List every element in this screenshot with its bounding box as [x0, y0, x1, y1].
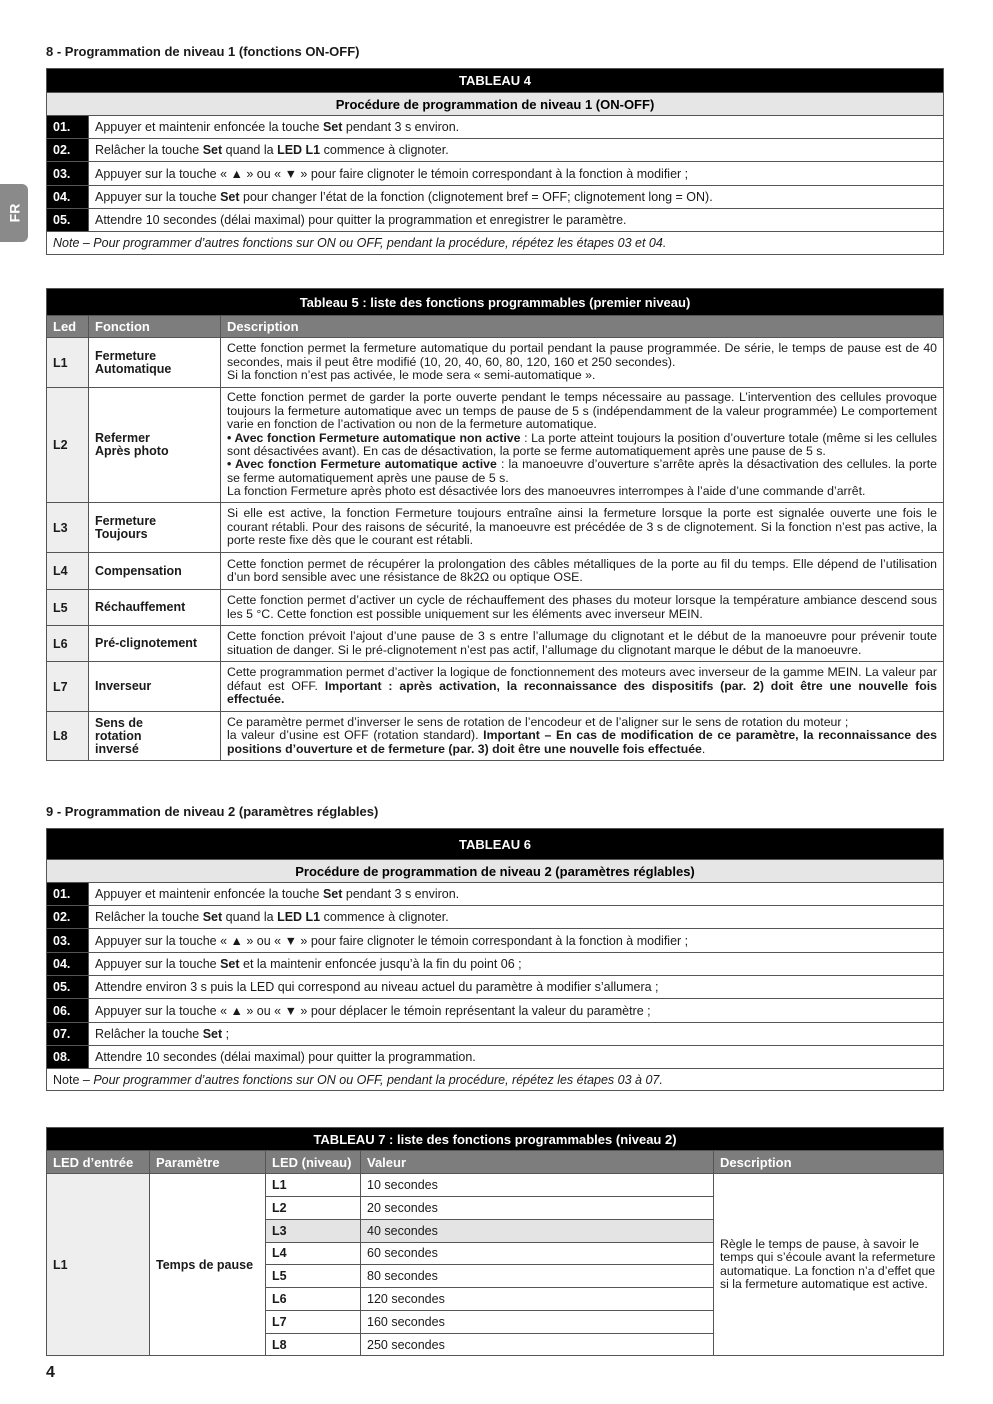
- text-run: Cette programmation permet d’activer la logique de fonctionnement des moteurs avec inverseur de la gamme MEIN. La valeur par défaut est OFF.: [227, 665, 937, 693]
- step-number: 03.: [47, 929, 89, 953]
- text-run: Attendre 10 secondes (délai maximal) pour quitter la programmation.: [95, 1050, 476, 1064]
- level-led: L4: [266, 1242, 361, 1265]
- procedure-step: [47, 209, 944, 232]
- function-description: [221, 590, 944, 626]
- table-6-title: TABLEAU 6: [47, 829, 944, 860]
- description-paragraph: [227, 666, 937, 706]
- note-prefix: Note –: [53, 1072, 94, 1087]
- text-run: Si elle est active, la fonction Fermeture toujours entraîne ainsi la fermeture lorsque la porte est signalée ouverte une fois le courant rétabli. Pour des raisons de sécurité, la manoeuvre est précédée de 3 s de clignotement. Si la fonction n’est pas active, la porte reste fixe dès que le courant est rétabli.: [227, 506, 937, 548]
- table-7-title: TABLEAU 7 : liste des fonctions programmables (niveau 2): [47, 1128, 944, 1151]
- description-paragraph: [227, 558, 937, 585]
- bold-text: Set: [202, 1027, 223, 1041]
- function-row-l5: [47, 590, 944, 626]
- function-description: [221, 553, 944, 590]
- procedure-note-row: [47, 1069, 944, 1091]
- function-description: [221, 662, 944, 712]
- table-4-subtitle: Procédure de programmation de niveau 1 (ON-OFF): [47, 93, 944, 116]
- bold-text: • Avec fonction Fermeture automatique active: [227, 457, 497, 472]
- function-row-l3: [47, 503, 944, 553]
- table-7-header-led-entree: LED d’entrée: [47, 1151, 150, 1174]
- procedure-step: [47, 1023, 944, 1046]
- bold-text: Set: [322, 120, 343, 134]
- table-7-header-valeur: Valeur: [361, 1151, 714, 1174]
- section-8-title: 8 - Programmation de niveau 1 (fonctions ON-OFF): [46, 44, 360, 59]
- function-name: Refermer Après photo: [89, 388, 221, 503]
- table-5-header-description: Description: [221, 316, 944, 338]
- procedure-note-row: [47, 232, 944, 255]
- level-value: 10 secondes: [361, 1174, 714, 1197]
- step-number: 07.: [47, 1023, 89, 1046]
- table-5-title: Tableau 5 : liste des fonctions programmables (premier niveau): [47, 289, 944, 316]
- text-run: la valeur d’usine est OFF (rotation standard).: [227, 728, 484, 743]
- step-text: [89, 976, 944, 999]
- function-row-l4: [47, 553, 944, 590]
- table-4: [46, 68, 944, 255]
- description-paragraph: [227, 729, 937, 756]
- step-number: 08.: [47, 1046, 89, 1069]
- text-run: Appuyer sur la touche: [95, 957, 221, 971]
- step-number: 04.: [47, 186, 89, 209]
- step-text: [89, 999, 944, 1023]
- step-text: [89, 929, 944, 953]
- table-7: [46, 1127, 944, 1356]
- step-text: [89, 1046, 944, 1069]
- text-run: quand la: [222, 910, 278, 924]
- text-run: Cette fonction permet la fermeture automatique du portail pendant la pause programmée. De série, le temps de pause est de 40 secondes, mais il peut être modifié (10, 20, 40, 60, 80, 120, 160 et 250 secondes).: [227, 341, 937, 369]
- function-name: Pré-clignotement: [89, 626, 221, 662]
- language-tab-label: FR: [5, 203, 22, 223]
- note-text: Note – Pour programmer d’autres fonctions sur ON ou OFF, pendant la procédure, répétez les étapes 03 et 04.: [53, 236, 667, 250]
- text-run: pour changer l’état de la fonction (clignotement bref = OFF; clignotement long = ON).: [239, 190, 713, 204]
- function-name: Fermeture Toujours: [89, 503, 221, 553]
- text-run: Appuyer sur la touche « ▲ » ou « ▼ » pour faire clignoter le témoin correspondant à la fonction à modifier ;: [95, 166, 689, 181]
- text-run: : la manoeuvre d’ouverture s’arrête après la désactivation des cellules. la porte se ferme automatiquement après une pause de 5 s.: [227, 457, 937, 485]
- procedure-step: [47, 999, 944, 1023]
- text-run: pendant 3 s environ.: [342, 120, 460, 134]
- step-number: 05.: [47, 209, 89, 232]
- step-text: [89, 139, 944, 162]
- table-7-header-parametre: Paramètre: [150, 1151, 266, 1174]
- procedure-step: [47, 162, 944, 186]
- description-paragraph: [227, 716, 937, 729]
- description-paragraph: [227, 391, 937, 431]
- text-run: Cette fonction permet de récupérer la prolongation des câbles métalliques de la porte au fil du temps. Elle dépend de l’utilisation d’un bord sensible avec une résistance de 8k2Ω ou optique OSE.: [227, 556, 937, 584]
- text-run: Cette fonction prévoit l’ajout d’une pause de 3 s entre l’allumage du clignotant et le début de la manoeuvre pour prévenir toute situation de danger. Si le pré-clignotement n’est pas actif, l’allumage du clignotant marque le début de la manoeuvre.: [227, 629, 937, 657]
- bold-text: LED L1: [277, 143, 321, 157]
- step-number: 01.: [47, 883, 89, 906]
- text-run: Attendre environ 3 s puis la LED qui correspond au niveau actuel du paramètre à modifier s’allumera ;: [95, 980, 659, 994]
- parameter-description: Règle le temps de pause, à savoir le temps qui s’écoule avant la refermeture automatique. La fonction n’a d’effet que si la fermeture automatique est active.: [714, 1174, 944, 1356]
- bold-text: LED L1: [277, 910, 321, 924]
- level-value: 250 secondes: [361, 1333, 714, 1356]
- section-9-title: 9 - Programmation de niveau 2 (paramètres réglables): [46, 804, 379, 819]
- led-cell: L2: [47, 388, 89, 503]
- level-led: L2: [266, 1197, 361, 1220]
- text-run: commence à clignoter.: [320, 910, 449, 924]
- table-5-header-led: Led: [47, 316, 89, 338]
- level-led: L7: [266, 1310, 361, 1333]
- table-7-header-led-niveau: LED (niveau): [266, 1151, 361, 1174]
- step-number: 02.: [47, 139, 89, 162]
- note-text: Pour programmer d’autres fonctions sur ON ou OFF, pendant la procédure, répétez les étapes 03 à 07.: [93, 1072, 663, 1087]
- table-6: [46, 828, 944, 1091]
- step-text: [89, 162, 944, 186]
- level-led: L8: [266, 1333, 361, 1356]
- procedure-step: [47, 976, 944, 999]
- led-cell: L3: [47, 503, 89, 553]
- description-paragraph: [227, 507, 937, 547]
- function-name: Sens de rotation inversé: [89, 712, 221, 761]
- text-run: et la maintenir enfoncée jusqu’à la fin du point 06 ;: [239, 957, 522, 971]
- function-description: [221, 712, 944, 761]
- text-run: pendant 3 s environ.: [342, 887, 460, 901]
- led-cell: L7: [47, 662, 89, 712]
- text-run: La fonction Fermeture après photo est désactivée lors des manoeuvres interrompes à l’aide d’une commande d’arrêt.: [227, 484, 866, 499]
- text-run: Relâcher la touche: [95, 910, 203, 924]
- step-text: [89, 906, 944, 929]
- text-run: Appuyer sur la touche: [95, 190, 221, 204]
- step-number: 02.: [47, 906, 89, 929]
- language-tab: [0, 184, 28, 242]
- procedure-step: [47, 139, 944, 162]
- level-value: 20 secondes: [361, 1197, 714, 1220]
- description-paragraph: [227, 342, 937, 369]
- description-paragraph: [227, 432, 937, 459]
- led-cell: L4: [47, 553, 89, 590]
- step-text: [89, 953, 944, 976]
- table-5-header-fonction: Fonction: [89, 316, 221, 338]
- bold-text: Important – En cas de modification de ce paramètre, la reconnaissance des positions d’ouverture et de fermeture (par. 3) doit être une nouvelle fois effectuée: [227, 728, 937, 756]
- bold-text: • Avec fonction Fermeture automatique non active: [227, 430, 521, 445]
- text-run: Appuyer et maintenir enfoncée la touche: [95, 887, 323, 901]
- bold-text: Set: [220, 957, 240, 971]
- text-run: .: [701, 741, 706, 756]
- step-text: [89, 186, 944, 209]
- input-led-cell: L1: [47, 1174, 150, 1356]
- text-run: quand la: [222, 143, 278, 157]
- function-description: [221, 503, 944, 553]
- text-run: ;: [222, 1027, 230, 1041]
- text-run: Attendre 10 secondes (délai maximal) pour quitter la programmation et enregistrer le paramètre.: [95, 213, 627, 227]
- level-value: 60 secondes: [361, 1242, 714, 1265]
- step-number: 03.: [47, 162, 89, 186]
- text-run: Relâcher la touche: [95, 1027, 203, 1041]
- text-run: Cette fonction permet de garder la porte ouverte pendant le temps nécessaire au passage. L’intervention des cellules provoque toujours la fermeture automatique avec un temps de pause de 5 s (indépendamment de la valeur programmée) Le comportement varie en fonction de l’activation ou non de la fermeture automatique.: [227, 390, 937, 432]
- level-led: L1: [266, 1174, 361, 1197]
- text-run: : La porte atteint toujours la position d’ouverture totale (même si les cellules sont désactivées avant). En cas de désactivation, la porte se ferme automatiquement après une pause de 5 s.: [227, 430, 937, 458]
- function-row-l1: [47, 338, 944, 388]
- bold-text: Set: [220, 190, 240, 204]
- function-row-l8: [47, 712, 944, 761]
- bold-text: Set: [202, 143, 223, 157]
- level-led: L5: [266, 1265, 361, 1288]
- function-description: [221, 388, 944, 503]
- text-run: Cette fonction permet d’activer un cycle de réchauffement des phases du moteur lorsque la température ambiance descend sous les 5 °C. Cette fonction est possible uniquement sur les éléments avec inverseur MEIN.: [227, 593, 937, 621]
- bold-text: Important : après activation, la reconnaissance des dispositifs (par. 2) doit être une nouvelle fois effectuée.: [227, 678, 937, 707]
- text-run: Appuyer sur la touche « ▲ » ou « ▼ » pour faire clignoter le témoin correspondant à la fonction à modifier ;: [95, 933, 689, 948]
- bold-text: Set: [322, 887, 343, 901]
- page-number: 4: [46, 1364, 55, 1381]
- bold-text: Set: [202, 910, 223, 924]
- level-value: 80 secondes: [361, 1265, 714, 1288]
- description-paragraph: [227, 630, 937, 657]
- step-text: [89, 209, 944, 232]
- function-name: Inverseur: [89, 662, 221, 712]
- procedure-step: [47, 883, 944, 906]
- procedure-step: [47, 953, 944, 976]
- step-number: 05.: [47, 976, 89, 999]
- parameter-cell: Temps de pause: [150, 1174, 266, 1356]
- description-paragraph: [227, 458, 937, 485]
- level-row: [47, 1174, 944, 1197]
- step-text: [89, 116, 944, 139]
- led-cell: L1: [47, 338, 89, 388]
- text-run: commence à clignoter.: [320, 143, 449, 157]
- procedure-step: [47, 929, 944, 953]
- level-value: 40 secondes: [361, 1219, 714, 1242]
- text-run: Appuyer et maintenir enfoncée la touche: [95, 120, 323, 134]
- function-row-l6: [47, 626, 944, 662]
- led-cell: L8: [47, 712, 89, 761]
- led-cell: L5: [47, 590, 89, 626]
- procedure-step: [47, 116, 944, 139]
- description-paragraph: [227, 594, 937, 621]
- step-text: [89, 883, 944, 906]
- text-run: Si la fonction n’est pas activée, le mode sera « semi-automatique ».: [227, 368, 596, 383]
- description-paragraph: [227, 369, 937, 382]
- text-run: Appuyer sur la touche « ▲ » ou « ▼ » pour déplacer le témoin représentant la valeur du paramètre ;: [95, 1003, 651, 1018]
- table-7-header-description: Description: [714, 1151, 944, 1174]
- procedure-step: [47, 1046, 944, 1069]
- table-5: [46, 288, 944, 761]
- step-number: 06.: [47, 999, 89, 1023]
- function-row-l2: [47, 388, 944, 503]
- step-number: 04.: [47, 953, 89, 976]
- function-name: Réchauffement: [89, 590, 221, 626]
- procedure-note: [47, 1069, 944, 1091]
- function-name: Compensation: [89, 553, 221, 590]
- step-number: 01.: [47, 116, 89, 139]
- led-cell: L6: [47, 626, 89, 662]
- procedure-step: [47, 186, 944, 209]
- step-text: [89, 1023, 944, 1046]
- function-description: [221, 338, 944, 388]
- function-name: Fermeture Automatique: [89, 338, 221, 388]
- level-led: L6: [266, 1288, 361, 1311]
- text-run: Ce paramètre permet d’inverser le sens de rotation de l’encodeur et de l’aligner sur le sens de rotation du moteur ;: [227, 714, 849, 729]
- level-value: 160 secondes: [361, 1310, 714, 1333]
- table-4-title: TABLEAU 4: [47, 69, 944, 93]
- table-6-subtitle: Procédure de programmation de niveau 2 (paramètres réglables): [47, 860, 944, 883]
- procedure-step: [47, 906, 944, 929]
- function-row-l7: [47, 662, 944, 712]
- text-run: Relâcher la touche: [95, 143, 203, 157]
- procedure-note: [47, 232, 944, 255]
- level-led: L3: [266, 1219, 361, 1242]
- function-description: [221, 626, 944, 662]
- level-value: 120 secondes: [361, 1288, 714, 1311]
- description-paragraph: [227, 485, 937, 498]
